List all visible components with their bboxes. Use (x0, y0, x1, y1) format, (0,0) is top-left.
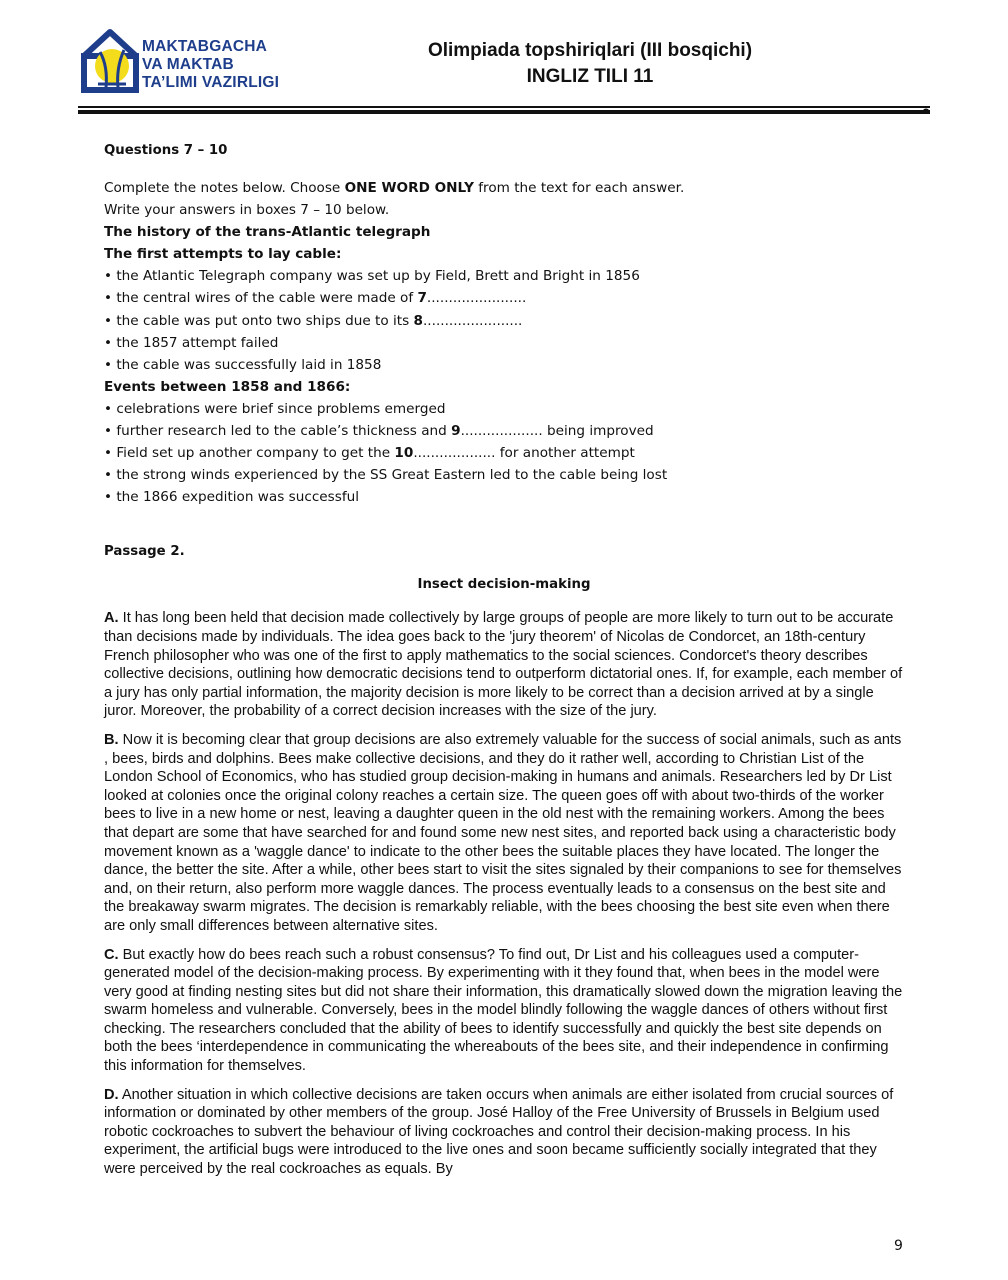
instruction-line-2: Write your answers in boxes 7 – 10 below. (104, 202, 390, 219)
paragraph-c: C. But exactly how do bees reach such a robust consensus? To find out, Dr List and his colleagues used a computer-generated model of the decision-making process. By experimenting with it they found that, when bees in the model were very good at finding nesting sites but did not share their information, this dramatically slowed down the migration leaving the swarm homeless and vulnerable. Conversely, bees in the model blindly following the waggle dances of others without first checking. The researchers concluded that the ability of bees to identify successfully and quickly the best site depends on both the bees ‘interdependence in communicating the whereabouts of the bees site, and their independence in confirming this information for themselves. (104, 946, 903, 1075)
page-content (104, 143, 904, 1189)
paragraph-d: D. Another situation in which collective decisions are taken occurs when animals are either isolated from crucial sources of information or dominated by other members of the group. José Halloy of the Free University of Brussels in Belgium used robotic cockroaches to subvert the behaviour of living cockroaches and control their decision-making process. In his experiment, the artificial bugs were introduced to the live ones and soon became sufficiently socially integrated that they were perceived by the real cockroaches as equals. By (104, 1086, 894, 1178)
notes-subheading-2: Events between 1858 and 1866: (104, 378, 351, 395)
logo-line-2: VA MAKTAB (142, 56, 234, 73)
paragraph-b: B. Now it is becoming clear that group decisions are also extremely valuable for the success of social animals, such as ants , bees, birds and dolphins. Bees make collective decisions, and they do it rather well, according to Christian List of the London School of Economics, who has studied group decision-making in humans and animals. Researchers led by Dr List looked at colonies once the original colony reaches a certain size. The queen goes off with about two-thirds of the worker bees to live in a new home or nest, leaving a daughter queen in the old nest with the remaining workers. Among the bees that depart are some that have searched for and found some new nest sites, and reported back using a characteristic body movement known as a 'waggle dance' to indicate to the other bees the suitable places they have located. The longer the dance, the better the site. After a while, other bees start to visit the sites signaled by their companions to see for themselves and, on their return, also perform more waggle dances. The process eventually leads to a consensus on the best site and the breakaway swarm migrates. The decision is remarkably reliable, with the bees choosing the best site even when there are only small differences between alternative sites. (104, 731, 902, 934)
note-bullet: • the 1866 expedition was successful (104, 489, 360, 506)
header-title-line-2: INGLIZ TILI 11 (526, 66, 654, 87)
notes-block (104, 177, 904, 508)
logo-line-1: MAKTABGACHA (142, 38, 268, 55)
ministry-logo-text (142, 38, 279, 92)
header-divider (78, 106, 930, 114)
header-title-line-1: Olimpiada topshiriqlari (III bosqichi) (427, 40, 753, 61)
note-bullet: • the Atlantic Telegraph company was set up by Field, Brett and Bright in 1856 (104, 268, 640, 285)
note-bullet: • the cable was successfully laid in 1858 (104, 356, 382, 373)
note-bullet: • celebrations were brief since problems emerged (104, 400, 446, 417)
note-bullet: • the central wires of the cable were made of 7....................... (104, 290, 527, 307)
note-bullet: • Field set up another company to get the 10................... for another attempt (104, 445, 635, 462)
header-title (380, 38, 800, 90)
page-header (0, 0, 1008, 120)
passage-title: Insect decision-making (417, 577, 591, 593)
note-bullet: • further research led to the cable’s thickness and 9................... being improved (104, 423, 654, 440)
passage-label: Passage 2. (104, 544, 185, 560)
ministry-logo-icon (78, 26, 142, 96)
instruction-line-1: Complete the notes below. Choose ONE WORD ONLY from the text for each answer. (104, 180, 685, 196)
note-bullet: • the 1857 attempt failed (104, 334, 279, 351)
note-bullet: • the strong winds experienced by the SS Great Eastern led to the cable being lost (104, 467, 668, 484)
paragraph-a: A. It has long been held that decision made collectively by large groups of people are more likely to turn out to be accurate than decisions made by individuals. The idea goes back to the 'jury theorem' of Nicolas de Condorcet, an 18th-century French philosopher who was one of the first to apply mathematics to the social sciences. Condorcet's theory describes collective decisions, outlining how democratic decisions tend to outperform dictatorial ones. If, for example, each member of a jury has only partial information, the majority decision is more likely to be correct than a decision arrived at by a single juror. Moreover, the probability of a correct decision increases with the size of the jury. (104, 610, 903, 720)
notes-heading: The history of the trans-Atlantic telegraph (104, 224, 431, 241)
questions-title: Questions 7 – 10 (104, 143, 228, 158)
logo-line-3: TA’LIMI VAZIRLIGI (142, 74, 280, 91)
page-number: 9 (894, 1238, 903, 1254)
notes-subheading-1: The first attempts to lay cable: (104, 246, 342, 263)
note-bullet: • the cable was put onto two ships due to its 8....................... (104, 312, 523, 329)
